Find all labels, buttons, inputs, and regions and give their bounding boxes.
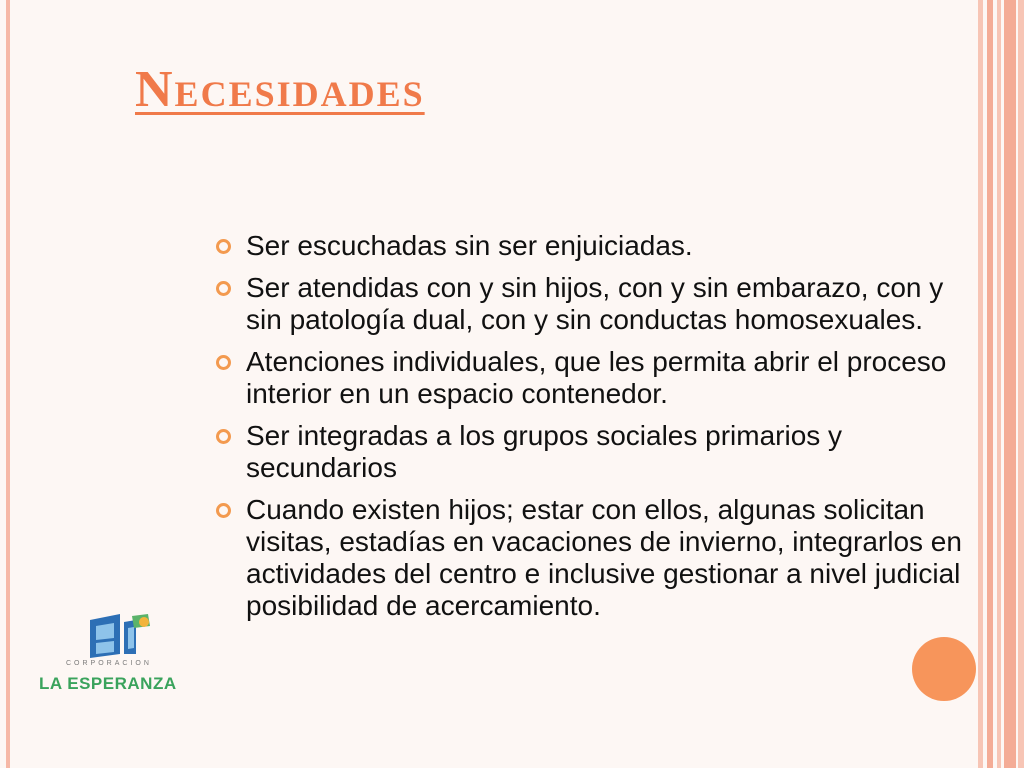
bullet-circle-icon: [216, 239, 231, 254]
bullet-text: Ser integradas a los grupos sociales primarios y secundarios: [246, 420, 843, 483]
bullet-circle-icon: [216, 503, 231, 518]
right-stripe: [997, 0, 1001, 768]
bullet-item: [214, 230, 974, 262]
right-stripe: [987, 0, 993, 768]
bullet-item: [214, 494, 974, 622]
logo-subtitle: CORPORACION: [66, 660, 152, 667]
right-stripe: [978, 0, 983, 768]
bullet-item: [214, 420, 974, 484]
bullet-item: [214, 346, 974, 410]
bullet-text: Atenciones individuales, que les permita abrir el proceso interior en un espacio contenedor.: [246, 346, 947, 409]
right-stripe: [1004, 0, 1016, 768]
bullet-text: Cuando existen hijos; estar con ellos, algunas solicitan visitas, estadías en vacaciones de invierno, integrarlos en actividades del centro e inclusive gestionar a nivel judicial posibilidad de acercamiento.: [246, 494, 962, 621]
bullet-circle-icon: [216, 429, 231, 444]
bullet-text: Ser atendidas con y sin hijos, con y sin embarazo, con y sin patología dual, con y sin conductas homosexuales.: [246, 272, 944, 335]
left-border: [6, 0, 10, 768]
bullet-circle-icon: [216, 281, 231, 296]
bullet-circle-icon: [216, 355, 231, 370]
logo-name: LA ESPERANZA: [39, 674, 177, 693]
bullet-item: [214, 272, 974, 336]
right-stripe: [1018, 0, 1024, 768]
bullet-text: Ser escuchadas sin ser enjuiciadas.: [246, 230, 693, 261]
bullet-list: [214, 230, 974, 632]
decorative-circle: [912, 637, 976, 701]
slide-title: Necesidades: [135, 61, 425, 118]
